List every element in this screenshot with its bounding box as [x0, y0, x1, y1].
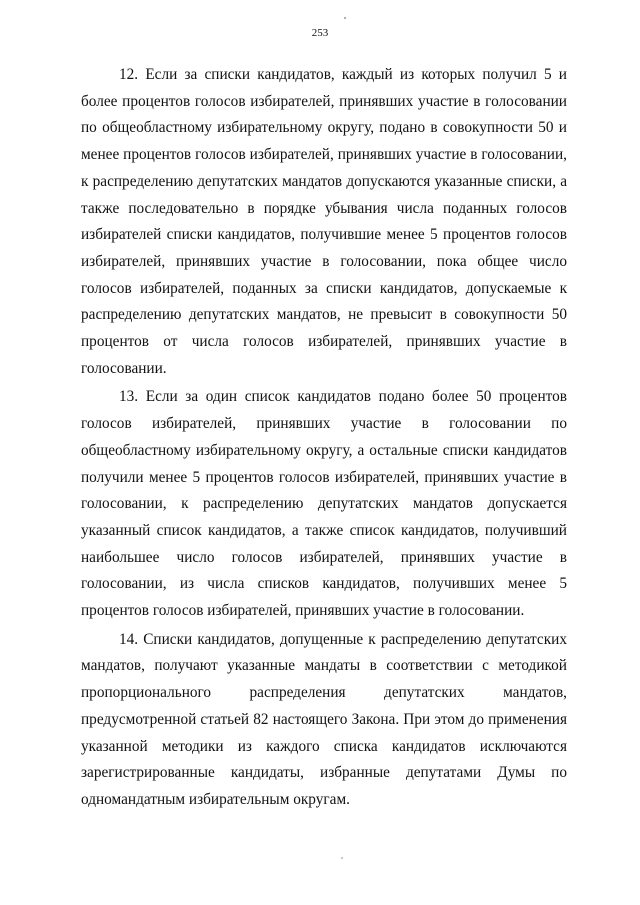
document-body — [81, 62, 567, 816]
paragraph-14: 14. Списки кандидатов, допущенные к распределению депутатских мандатов, получают указанные мандаты в соответствии с методикой пропорционального распределения депутатских мандатов, предусмотренной статьей 82 настоящего Закона. При этом до применения указанной методики из каждого списка кандидатов исключаются зарегистрированные кандидаты, избранные депутатами Думы по одномандатным избирательным округам. — [81, 630, 567, 808]
scan-speck — [341, 857, 343, 859]
scan-speck — [344, 17, 346, 19]
paragraph-13: 13. Если за один список кандидатов подано более 50 процентов голосов избирателей, принявших участие в голосовании по общеобластному избирательному округу, а остальные списки кандидатов получили менее 5 процентов голосов избирателей, принявших участие в голосовании, к распределению депутатских мандатов допускается указанный список кандидатов, а также список кандидатов, получивший наибольшее число голосов избирателей, принявших участие в голосовании, из числа списков кандидатов, получивших менее 5 процентов голосов избирателей, принявших участие в голосовании. — [81, 388, 567, 620]
paragraph-12: 12. Если за списки кандидатов, каждый из которых получил 5 и более процентов голосов избирателей, принявших участие в голосовании по общеобластному избирательному округу, подано в совокупности 50 и менее процентов голосов избирателей, принявших участие в голосовании, к распределению депутатских мандатов допускаются указанные списки, а также последовательно в порядке убывания числа поданных голосов избирателей списки кандидатов, получившие менее 5 процентов голосов избирателей, принявших участие в голосовании, пока общее число голосов избирателей, поданных за списки кандидатов, допускаемые к распределению депутатских мандатов, не превысит в совокупности 50 процентов от числа голосов избирателей, принявших участие в голосовании. — [81, 66, 567, 377]
page-number: 253 — [311, 27, 329, 39]
